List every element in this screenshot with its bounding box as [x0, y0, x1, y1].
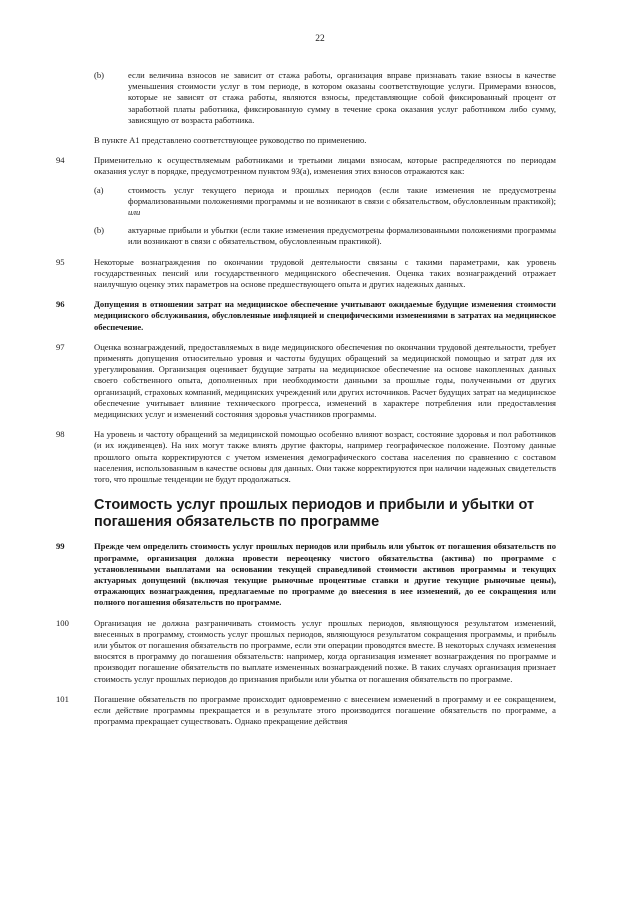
subparagraph-label: (a) — [94, 184, 104, 195]
paragraph-number: 94 — [56, 155, 65, 166]
paragraph-text: Оценка вознаграждений, предоставляемых в виде медицинского обеспечения по окончании трудовой деятельности, требует применять допущения относительно уровня и частоты будущих обращений за медицинской помощью и затрат для их урегулирования. Организация оценивает будущие затраты на медицинское обеспечение на основе накопленных данных своего собственного опыта, дополненных при необходимости данными за прошлые годы, полученными от других организаций, страховых компаний, медицинских учреждений или других источников. Расчет будущих затрат на медицинское обеспечение учитывает влияние технического прогресса, изменений в характере потребления или предоставления медицинских услуг и изменений состояния здоровья участников программы. — [94, 341, 556, 420]
paragraph-number: 98 — [56, 429, 65, 440]
subparagraph-label: (b) — [94, 225, 105, 236]
subparagraph-94a — [94, 185, 556, 219]
subparagraph-text: актуарные прибыли и убытки (если такие изменения предусмотрены формализованными положениями программы или возникают в связи с обязательством, обусловленным практикой). — [128, 225, 556, 247]
subparagraph-main-text: стоимость услуг текущего периода и прошлых периодов (если такие изменения не предусмотрены формализованными положениями программы и не возникают в связи с обязательством, обусловленным практикой); — [128, 184, 556, 206]
paragraph-text: Погашение обязательств по программе происходит одновременно с внесением изменений в программу и ее сокращением, если действие программы прекращается и в результате этого производится погашение обязательств по программе, а программа прекращает существовать. Однако прекращение действия — [94, 693, 556, 727]
paragraph-98 — [56, 429, 556, 485]
paragraph-95 — [56, 257, 556, 291]
paragraph-text: Некоторые вознаграждения по окончании трудовой деятельности связаны с такими параметрами, как уровень государственных пенсий или государственного медицинского обеспечения. Оценка таких вознаграждений отражает наилучшую оценку этих параметров на основе предшествующего опыта и других надежных данных. — [94, 256, 556, 290]
paragraph-number: 101 — [56, 693, 69, 704]
page-number: 22 — [315, 34, 325, 44]
paragraph-number: 99 — [56, 541, 65, 552]
subparagraph-b — [94, 70, 556, 126]
paragraph-number: 95 — [56, 256, 65, 267]
subparagraph-94b — [94, 225, 556, 247]
paragraph-94 — [56, 155, 556, 177]
subparagraph-text — [128, 185, 556, 219]
paragraph-text: Прежде чем определить стоимость услуг прошлых периодов или прибыль или убыток от погашения обязательств по программе, организация должна провести переоценку чистого обязательства (актива) по программе с установленными выплатами на основании текущей справедливой стоимости активов программы и текущих актуарных допущений (включая текущие рыночные процентные ставки и другие текущие рыночные цены), отражающих вознаграждения, предлагаемые по программе до внесения в нее изменений, до ее сокращения или полного погашения обязательств по программе. — [94, 541, 556, 608]
paragraph-101 — [56, 694, 556, 728]
guidance-note: В пункте A1 представлено соответствующее руководство по применению. — [94, 135, 367, 146]
paragraph-96 — [56, 299, 556, 333]
paragraph-text: Организация не должна разграничивать стоимость услуг прошлых периодов, являющуюся результатом изменений, внесенных в программу, стоимость услуг прошлых периодов, являющуюся результатом сокращения программы, и прибыль или убыток от погашения обязательств по программе, если эти операции проводятся вместе. В некоторых случаях изменения вносятся в программу до погашения обязательств: например, когда организация изменяет вознаграждения по программе и производит погашение обязательств по выплате измененных вознаграждений позже. В таких случаях организация признает стоимость услуг прошлых периодов до признания прибыли или убытка от погашения обязательств по программе. — [94, 617, 556, 684]
paragraph-number: 96 — [56, 299, 65, 310]
paragraph-text: На уровень и частоту обращений за медицинской помощью особенно влияют возраст, состояние здоровья и пол работников (и их иждивенцев). На них могут также влиять другие факторы, например географическое положение. Поэтому данные прошлого опыта корректируются с учетом изменения демографического состава населения по сравнению с составом населения, использованным в качестве основы для данных. Они также корректируются при наличии надежных свидетельств того, что прошлые тенденции не будут продолжаться. — [94, 429, 556, 485]
paragraph-text: Применительно к осуществляемым работниками и третьими лицами взносам, которые распределяются по периодам оказания услуг в порядке, предусмотренном пунктом 93(a), изменения этих взносов отражаются как: — [94, 155, 556, 177]
paragraph-100 — [56, 618, 556, 685]
document-body — [56, 70, 556, 727]
paragraph-number: 100 — [56, 617, 69, 628]
paragraph-number: 97 — [56, 341, 65, 352]
section-heading: Стоимость услуг прошлых периодов и прибыли и убытки от погашения обязательств по программе — [94, 497, 535, 531]
paragraph-97 — [56, 342, 556, 420]
subparagraph-text: если величина взносов не зависит от стажа работы, организация вправе признавать такие взносы в качестве уменьшения стоимости услуг в том периоде, в котором оказаны соответствующие услуги. Примерами взносов, которые не зависят от стажа работы, являются взносы, представляющие собой фиксированный процент от заработной платы работника, фиксированную сумму в течение срока оказания услуг работником либо сумму, зависящую от возраста работника. — [128, 70, 556, 125]
paragraph-text: Допущения в отношении затрат на медицинское обеспечение учитывают ожидаемые будущие изменения стоимости медицинского обслуживания, обусловленные инфляцией и специфическими изменениями в затратах на медицинское обеспечение. — [94, 299, 556, 332]
paragraph-99 — [56, 541, 556, 608]
subparagraph-label: (b) — [94, 70, 105, 80]
subparagraph-connector: или — [128, 207, 141, 218]
